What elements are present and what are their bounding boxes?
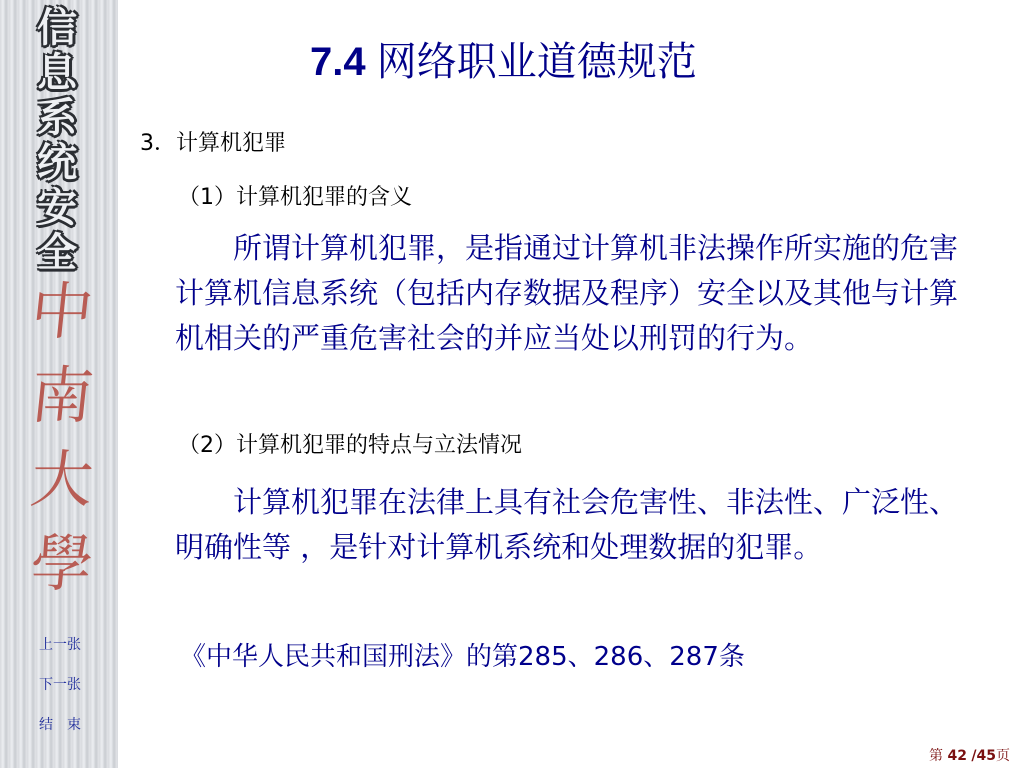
course-title-char: 系 bbox=[37, 95, 77, 141]
course-title-char: 安 bbox=[37, 185, 77, 231]
page-separator: / bbox=[971, 748, 977, 764]
course-title-char: 统 bbox=[37, 140, 77, 186]
vertical-course-title bbox=[22, 6, 92, 276]
law-reference: 《中华人民共和国刑法》的第285、286、287条 bbox=[180, 642, 745, 672]
characteristics-paragraph: 计算机犯罪在法律上具有社会危害性、非法性、广泛性、明确性等 ，是针对计算机系统和处理数据的犯罪。 bbox=[175, 485, 959, 564]
sidebar bbox=[0, 0, 118, 768]
course-title-char: 信 bbox=[37, 5, 77, 51]
page-suffix: 页 bbox=[996, 748, 1010, 764]
slide-title bbox=[310, 30, 697, 87]
page-total: 45 bbox=[976, 748, 996, 764]
calligraphy-char: 南 bbox=[27, 359, 97, 432]
calligraphy-char: 中 bbox=[27, 275, 97, 348]
definition-paragraph: 所谓计算机犯罪，是指通过计算机非法操作所实施的危害计算机信息系统（包括内存数据及程序）安全以及其他与计算机相关的严重危害社会的并应当处以刑罚的行为。 bbox=[175, 231, 959, 355]
slide-title-number: 7.4 bbox=[310, 40, 366, 84]
next-slide-link[interactable]: 下一张 bbox=[39, 677, 81, 693]
prev-slide-link[interactable]: 上一张 bbox=[39, 637, 81, 653]
section-heading: 3．计算机犯罪 bbox=[140, 131, 286, 156]
page-indicator bbox=[929, 745, 1010, 765]
subheading-characteristics: （2）计算机犯罪的特点与立法情况 bbox=[178, 433, 522, 458]
course-title-char: 息 bbox=[37, 50, 77, 96]
page-current: 42 bbox=[947, 748, 967, 764]
page-prefix: 第 bbox=[929, 748, 943, 764]
university-calligraphy-logo bbox=[22, 270, 102, 606]
slide-title-text: 网络职业道德规范 bbox=[376, 40, 697, 84]
end-show-link[interactable]: 结 束 bbox=[39, 717, 81, 733]
calligraphy-char: 學 bbox=[27, 527, 97, 600]
course-title-char: 全 bbox=[37, 230, 77, 276]
calligraphy-char: 大 bbox=[27, 443, 97, 516]
subheading-definition: （1）计算机犯罪的含义 bbox=[178, 185, 412, 210]
